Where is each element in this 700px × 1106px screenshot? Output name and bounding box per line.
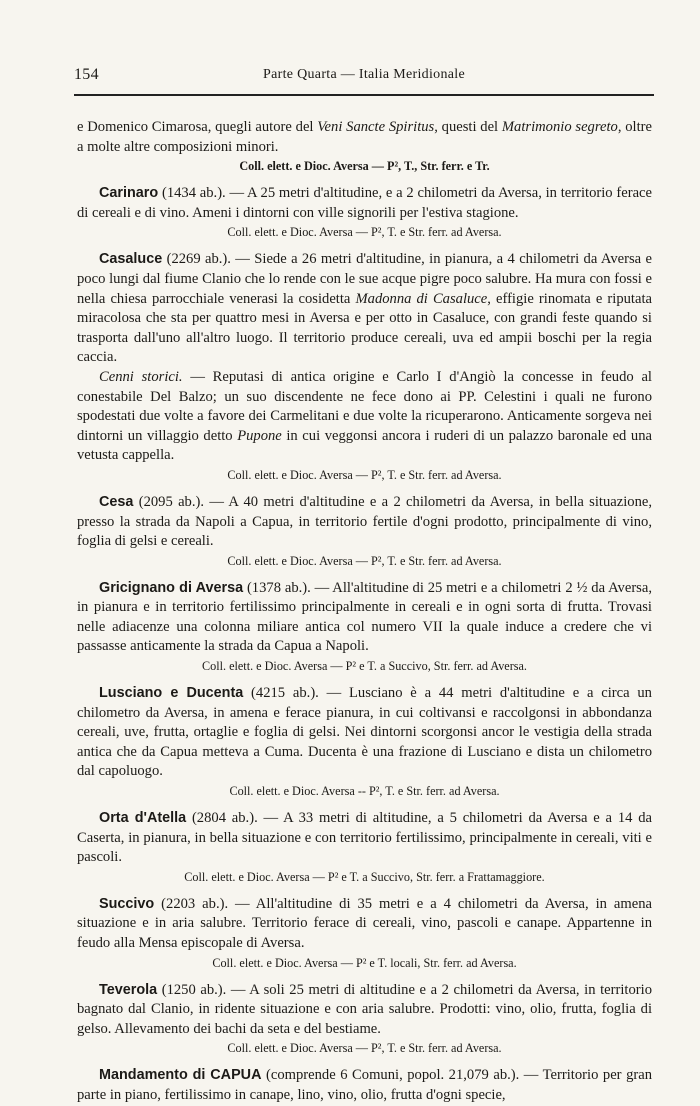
entry-cesa <box>77 493 652 570</box>
section-label: Cenni storici. <box>99 368 183 385</box>
collegio-note: Coll. elett. e Dioc. Aversa — P² e T. locali, Str. ferr. ad Aversa. <box>212 955 517 970</box>
entry-name: Casaluce <box>99 251 163 268</box>
intro-italic-title: Matrimonio segreto <box>501 119 618 135</box>
entry-succivo <box>77 895 652 972</box>
header-rule <box>74 94 654 96</box>
entry-gricignano <box>77 579 652 675</box>
entry-casaluce <box>77 250 652 484</box>
entry-name: Cesa <box>99 493 134 510</box>
collegio-note: Coll. elett. e Dioc. Aversa — P², T. e Str. ferr. ad Aversa. <box>227 225 502 240</box>
collegio-note: Coll. elett. e Dioc. Aversa — P² e T. a Succivo, Str. ferr. a Frattamaggiore. <box>184 869 545 884</box>
entry-name: Gricignano di Aversa <box>99 579 244 596</box>
entry-text: (1250 ab.). — A soli 25 metri di altitudine e a 2 chilometri da Aversa, in territorio bagnato dal Clanio, in ridente situazione e con aria salubre. Prodotti: vino, olio, frutta, foglia di gelso. Allevamento dei bachi da seta e del bestiame. <box>77 981 652 1037</box>
intro-italic-title: Veni Sancte Spiritus <box>317 119 435 135</box>
entry-name: Carinaro <box>99 185 159 202</box>
collegio-note: Coll. elett. e Dioc. Aversa — P², T. e Str. ferr. ad Aversa. <box>227 553 502 568</box>
entry-name: Mandamento di CAPUA <box>99 1067 262 1084</box>
entry-capua <box>77 1066 652 1105</box>
entry-text: , effigie rinomata e riputata miracolosa che sta per quattro mesi in Aversa e per otto in Casaluce, con grandi feste quando si trasporta dall'uno all'altro luogo. Il territorio produce cereali, uva ed ampii boschi per la regia caccia. <box>77 290 652 366</box>
entry-text: in cui veggonsi ancora i ruderi di un palazzo baronale ed una vetusta cappella. <box>77 427 653 464</box>
entry-text: (comprende 6 Comuni, popol. 21,079 ab.). — Territorio per gran parte in piano, fertilissimo in canape, lino, vino, olio, frutta d'ogni specie, <box>77 1067 652 1103</box>
entry-text: (2095 ab.). — A 40 metri d'altitudine e a 2 chilometri da Aversa, in bella situazione, presso la strada da Napoli a Capua, in territorio fertile d'ogni prodotto, principalmente di vino, foglia di gelsi e cereali. <box>77 493 652 550</box>
entry-name: Succivo <box>99 895 155 912</box>
entry-text: (4215 ab.). — Lusciano è a 44 metri d'altitudine e a circa un chilometro da Aversa, in amena e ferace pianura, in cui coltivansi e raccolgonsi in abbondanza cereali, uve, frutta, ortaglie e foglia di gelsi. Nei dintorni scorgonsi ancor le vestigia della strada antica che da Capua metteva a Cuma. Ducenta è una frazione di Lusciano e dista un chilometro dal capoluogo. <box>77 685 652 780</box>
entry-text: (2269 ab.). — Siede a 26 metri d'altitudine, in pianura, a 4 chilometri da Aversa e poco lungi dal fiume Clanio che lo rende con le sue acque pigre poco salubre. Ha mura con fossi e nella chiesa parrocchiale venerasi la cosidetta <box>77 251 652 307</box>
entry-orta <box>77 809 652 886</box>
entry-italic: Pupone <box>237 427 282 444</box>
entry-text: (1378 ab.). — All'altitudine di 25 metri e a chilometri 2 ½ da Aversa, in pianura e in territorio fertilissimo principalmente in cereali e in ogni sorta di frutta. Trovasi nelle adiacenze una colonna miliare antica col numero VII la quale induce a credere che vi passasse anticamente la strada da Capua a Napoli. <box>77 579 652 655</box>
collegio-note: Coll. elett. e Dioc. Aversa — P², T., Str. ferr. e Tr. <box>239 159 490 174</box>
entry-text: (1434 ab.). — A 25 metri d'altitudine, e a 2 chilometri da Aversa, in territorio ferace di cereali e di vino. Ameni i dintorni con ville signorili per l'estiva stagione. <box>77 185 652 221</box>
entry-italic: Madonna di Casaluce <box>355 290 488 307</box>
intro-text: e Domenico Cimarosa, quegli autore del <box>77 119 318 135</box>
entry-name: Teverola <box>99 981 158 998</box>
entry-name: Lusciano e Ducenta <box>99 685 244 702</box>
collegio-note: Coll. elett. e Dioc. Aversa — P² e T. a Succivo, Str. ferr. ad Aversa. <box>202 659 527 674</box>
page-number: 154 <box>74 66 99 83</box>
collegio-note: Coll. elett. e Dioc. Aversa — P², T. e Str. ferr. ad Aversa. <box>227 467 502 482</box>
entry-name: Orta d'Atella <box>99 810 187 827</box>
page-header <box>74 66 654 90</box>
intro-text: , oltre a molte altre composizioni minori. <box>77 119 652 155</box>
intro-text: , questi del <box>434 119 502 135</box>
entry-text: (2804 ab.). — A 33 metri di altitudine, a 5 chilometri da Aversa e a 14 da Caserta, in pianura, in bella situazione e con territorio fertilissimo, principalmente in cereali, viti e pascoli. <box>77 810 652 866</box>
entry-lusciano <box>77 684 652 800</box>
page-body <box>77 118 652 1106</box>
entry-teverola <box>77 981 652 1058</box>
entry-text: (2203 ab.). — All'altitudine di 35 metri e a 4 chilometri da Aversa, in amena situazione e in aria salubre. Territorio ferace di cereali, vino, pascoli e canape. Appartenne in feudo alla Mensa episcopale di Aversa. <box>77 895 652 951</box>
collegio-note: Coll. elett. e Dioc. Aversa -- P², T. e Str. ferr. ad Aversa. <box>229 784 500 799</box>
intro-paragraph <box>77 118 652 175</box>
entry-carinaro <box>77 184 652 241</box>
collegio-note: Coll. elett. e Dioc. Aversa — P², T. e Str. ferr. ad Aversa. <box>227 1041 502 1056</box>
entry-text: — Reputasi di antica origine e Carlo I d'Angiò la concesse in feudo al conestabile Del Balzo; un suo discendente ne fece dono ai PP. Celestini i quali ne furono spodestati due volte a favore dei Carmelitani e due volte la ricuperarono. Anticamente sorgeva nei dintorni un villaggio detto <box>77 368 652 444</box>
running-title: Parte Quarta — Italia Meridionale <box>263 67 465 82</box>
